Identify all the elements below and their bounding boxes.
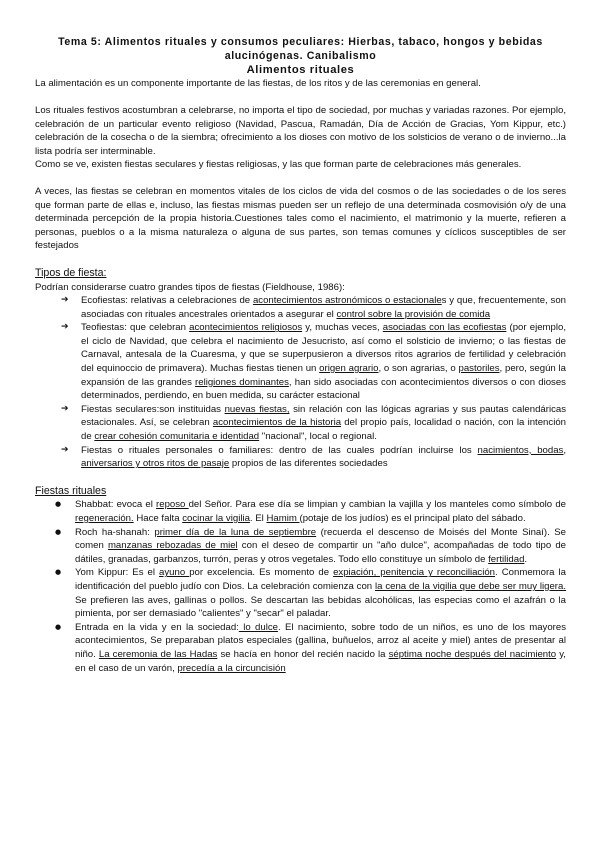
- tipos-intro: Podrían considerarse cuatro grandes tipos de fiestas (Fieldhouse, 1986):: [35, 281, 345, 293]
- section-title: Alimentos rituales: [246, 63, 355, 76]
- list-item-fiestas-personales: ➔ Fiestas o rituales personales o familiares: dentro de las cuales podrían incluirse los nacimientos, bodas, aniversarios y otros ritos de pasaje propios de las diferentes sociedades: [59, 444, 566, 471]
- paragraph-fiestas-seculares: Como se ve, existen fiestas seculares y fiestas religiosas, y las que forman parte de celebraciones más generales.: [35, 159, 522, 171]
- document-title: [35, 36, 566, 77]
- list-item-teofiestas: ➔ Teofiestas: que celebran acontecimientos religiosos y, muchas veces, asociadas con las ecofiestas (por ejemplo, el ciclo de Navidad, que celebra el nacimiento de Jesucristo, así como el solsticio de invierno; o las fiestas de Carnaval, antesala de la Cuaresma, y que se superpusieron a diversos ritos agrarios de fertilidad y celebración del equinoccio de primavera). Muchas fiestas tienen un origen agrario, o son agrarias, o pastoriles, pero, según la expansión de las grandes religiones dominantes, han sido asociadas con acontecimientos diversos o con dioses determinados, perdiendo, en buen medida, su carácter estacional: [59, 321, 566, 403]
- intro-paragraph: La alimentación es un componente importante de las fiestas, de los ritos y de las ceremonias en general.: [35, 78, 481, 90]
- heading-fiestas-rituales: Fiestas rituales: [35, 484, 107, 497]
- list-item-shabbat: ● Shabbat: evoca el reposo del Señor. Para ese día se limpian y cambian la vajilla y los manteles como símbolo de regeneración. Hace falta cocinar la vigilia. El Hamim (potaje de los judíos) es el principal plato del sábado.: [53, 498, 566, 525]
- paragraph-rituales-festivos: Los rituales festivos acostumbran a celebrarse, no importa el tipo de sociedad, por muchas y variadas razones. Por ejemplo, celebración de un particular evento religioso (Navidad, Pascua, Ramadán, Día de Acción de Gracias, Yom Kippur, etc.) celebración de la cosecha o de la siembra; ofrecimiento a los dioses con motivo de los solsticios de verano o de invierno...la lista podría ser interminable.: [35, 104, 566, 157]
- list-item-ecofiestas: ➔ Ecofiestas: relativas a celebraciones de acontecimientos astronómicos o estacionales y que, frecuentemente, son asociadas con rituales ancestrales orientados a asegurar el control sobre la provisión de comida: [59, 294, 566, 321]
- tipos-list: [35, 294, 566, 471]
- document-page: [35, 36, 566, 675]
- list-item-fiestas-seculares: ➔ Fiestas seculares:son instituidas nuevas fiestas, sin relación con las lógicas agrarias y sus pautas calendáricas estacionales. Así, se celebran acontecimientos de la historia del propio país, localidad o nación, con la intención de crear cohesión comunitaria e identidad "nacional", local o regional.: [59, 403, 566, 444]
- list-item-entrada-en-la-vida: ● Entrada en la vida y en la sociedad: lo dulce. El nacimiento, sobre todo de un niños, es uno de los mayores acontecimientos, Se preparaban platos especiales (gallina, buñuelos, arroz al aceite y miel) antes de presentar al niño. La ceremonia de las Hadas se hacía en honor del recién nacido la séptima noche después del nacimiento y, en el caso de un varón, precedía a la circuncisión: [53, 621, 566, 675]
- title-line-2: alucinógenas. Canibalismo: [224, 49, 377, 62]
- list-item-roch-ha-shanah: ● Roch ha-shanah: primer día de la luna de septiembre (recuerda el descenso de Moisés del Monte Sinaí). Se comen manzanas rebozadas de miel con el deseo de compartir un "año dulce", acompañadas de todo tipo de dátiles, granadas, garbanzos, turrón, peras y otros vegetales. Todo ello constituye un símbolo de fertilidad.: [53, 526, 566, 567]
- heading-tipos-de-fiesta: Tipos de fiesta:: [35, 266, 107, 279]
- paragraph-ciclos-vida: A veces, las fiestas se celebran en momentos vitales de los ciclos de vida del cosmos o de las sociedades o de los seres que forman parte de ellas e, incluso, las fiestas mismas pueden ser un reflejo de una determinada cosmovisión o/y de una determinada percepción de la propia historia.Cuestiones tales como el nacimiento, el matrimonio y la muerte, refieren a personas, pueblos o a la misma naturaleza o alguna de sus partes, son temas comunes y cíclicos susceptibles de ser festejados: [35, 185, 566, 252]
- rituales-list: [35, 498, 566, 675]
- title-line-1: Tema 5: Alimentos rituales y consumos peculiares: Hierbas, tabaco, hongos y bebidas: [58, 36, 543, 48]
- list-item-yom-kippur: ● Yom Kippur: Es el ayuno por excelencia. Es momento de expiación, penitencia y reconciliación. Conmemora la identificación del pueblo judío con Dios. La celebración comienza con la cena de la vigilia que debe ser muy ligera. Se prefieren las aves, gallinas o pollos. Se descartan las bebidas alcohólicas, las especias como el azafrán o la pimienta, por ser demasiado "calientes" y "secar" el paladar.: [53, 566, 566, 620]
